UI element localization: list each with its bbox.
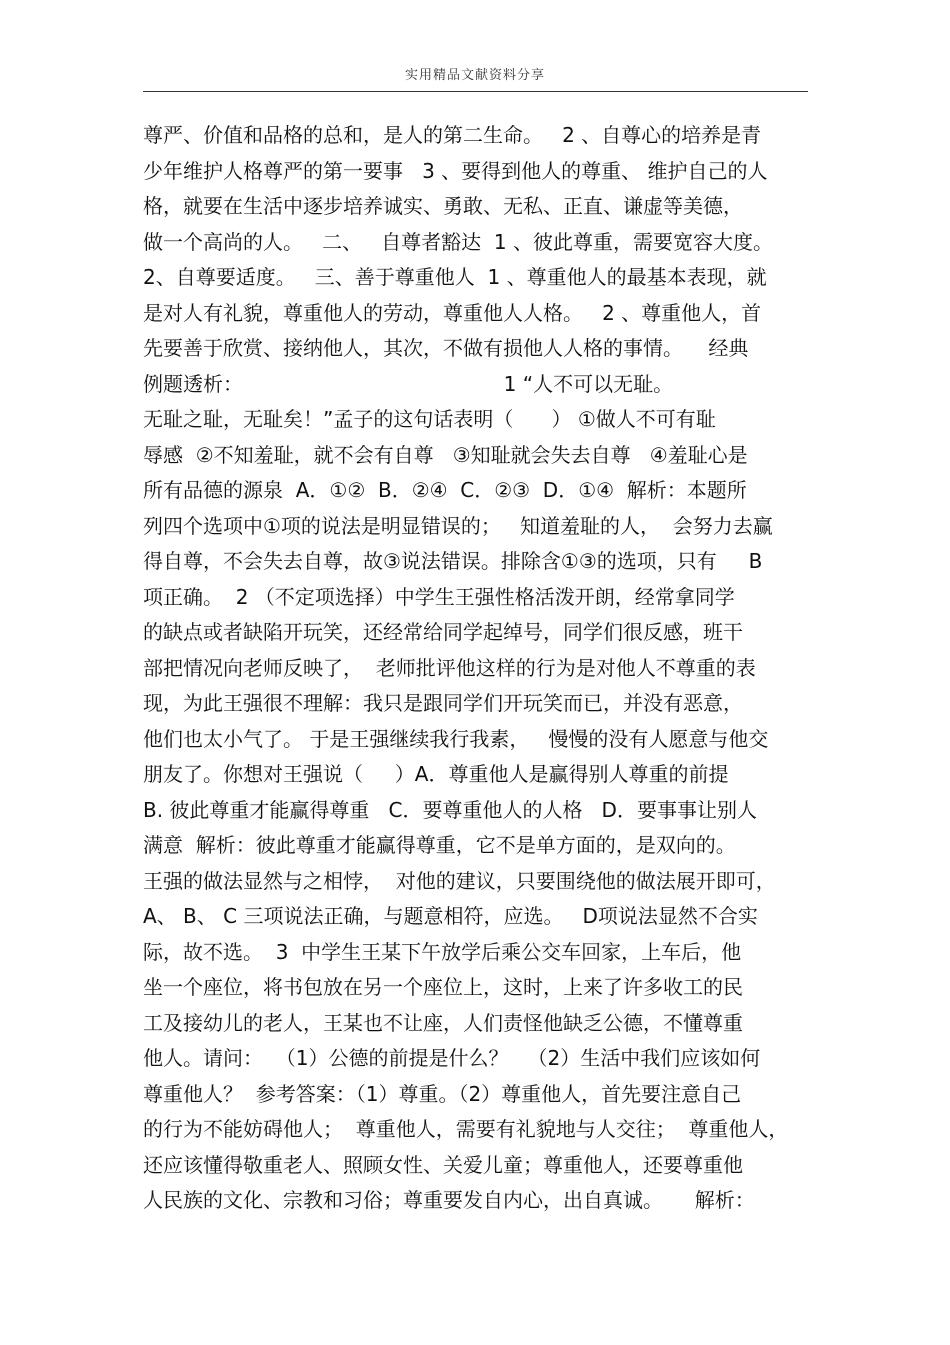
text-line: 他们也太小气了。 于是王强继续我行我素， 慢慢的没有人愿意与他交 [143,726,769,751]
text-line: 2、自尊要适度。 三、善于尊重他人 1 、尊重他人的最基本表现，就 [143,265,767,289]
text-line: 朋友了。你想对王强说（ ）A．尊重他人是赢得别人尊重的前提 [143,762,729,786]
text-line: 满意 解析：彼此尊重才能赢得尊重，它不是单方面的，是双向的。 [143,833,736,857]
text-line: 王强的做法显然与之相悖， 对他的建议，只要围绕他的做法展开即可， [143,868,776,893]
page-header: 实用精品文献资料分享 [404,68,545,83]
text-line: 辱感 ②不知羞耻，就不会有自尊 ③知耻就会失去自尊 ④羞耻心是 [143,442,748,467]
text-line: 例题透析： 1 “人不可以无耻。 [143,371,674,396]
text-line: 的行为不能妨碍他人； 尊重他人，需要有礼貌地与人交往； 尊重他人， [143,1117,789,1141]
text-line: 他人。请问： （1）公德的前提是什么？ （2）生活中我们应该如何 [143,1046,761,1070]
text-line: 尊严、价值和品格的总和，是人的第二生命。 2 、自尊心的培养是青 [143,123,762,147]
text-line: 部把情况向老师反映了， 老师批评他这样的行为是对他人不尊重的表 [143,655,756,680]
text-line: 格，就要在生活中逐步培养诚实、勇敢、无私、正直、谦虚等美德， [143,194,743,218]
text-line: 少年维护人格尊严的第一要事 3 、要得到他人的尊重、 维护自己的人 [143,158,768,183]
document-body [143,118,823,1219]
text-line: 还应该懂得敬重老人、照顾女性、关爱儿童；尊重他人，还要尊重他 [143,1152,743,1177]
text-line: 先要善于欣赏、接纳他人，其次，不做有损他人人格的事情。 经典 [143,336,749,360]
text-line: 现，为此王强很不理解：我只是跟同学们开玩笑而已，并没有恶意， [143,691,743,715]
text-line: B. 彼此尊重才能赢得尊重 C．要尊重他人的人格 D．要事事让别人 [143,797,757,822]
text-line: 的缺点或者缺陷开玩笑，还经常给同学起绰号，同学们很反感，班干 [143,620,743,644]
text-line: 列四个选项中①项的说法是明显错误的； 知道羞耻的人， 会努力去赢 [143,513,773,538]
text-line: 际，故不选。 3 中学生王某下午放学后乘公交车回家，上车后，他 [143,939,742,964]
text-line: 坐一个座位，将书包放在另一个座位上，这时，上来了许多收工的民 [143,975,743,999]
text-line: 人民族的文化、宗教和习俗；尊重要发自内心，出自真诚。 解析： [143,1188,755,1212]
text-line: 项正确。 2 （不定项选择）中学生王强性格活泼开朗，经常拿同学 [143,584,735,609]
text-line: 得自尊，不会失去自尊，故③说法错误。排除含①③的选项，只有 B [143,549,763,573]
text-line: 做一个高尚的人。 二、 自尊者豁达 1 、彼此尊重，需要宽容大度。 [143,229,773,254]
text-line: 所有品德的源泉 A．①② B．②④ C．②③ D．①④ 解析：本题所 [143,478,747,502]
header-divider [143,91,808,92]
text-line: 无耻之耻，无耻矣！”孟子的这句话表明（ ） ①做人不可有耻 [143,407,716,431]
text-line: 工及接幼儿的老人，王某也不让座，人们责怪他缺乏公德，不懂尊重 [143,1010,743,1035]
text-line: 尊重他人？ 参考答案：（1）尊重。（2）尊重他人，首先要注意自己 [143,1081,742,1106]
text-line: A、 B、 C 三项说法正确，与题意相符，应选。 D项说法显然不合实 [143,904,758,928]
text-line: 是对人有礼貌，尊重他人的劳动，尊重他人人格。 2 、尊重他人，首 [143,300,762,325]
